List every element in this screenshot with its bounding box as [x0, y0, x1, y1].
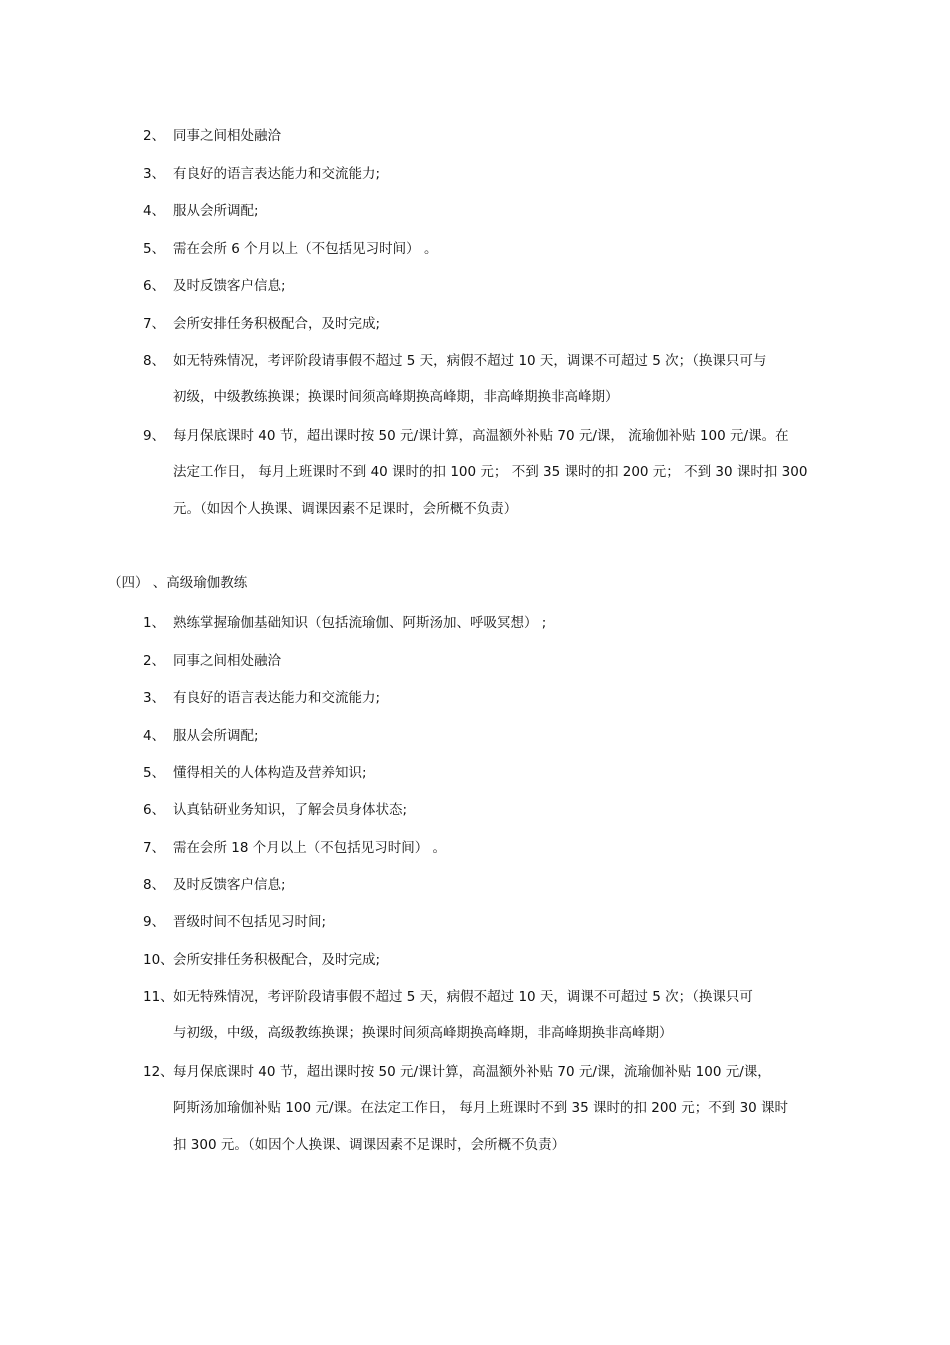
item-number: 12、	[143, 1064, 174, 1080]
section-heading: （四） 、高级瑜伽教练	[108, 575, 248, 591]
item-text: 会所安排任务积极配合，及时完成;	[173, 316, 381, 332]
item-number: 9、	[143, 428, 166, 444]
item-text: 阿斯汤加瑜伽补贴 100 元/课。在法定工作日， 每月上班课时不到 35 课时的扣 200 元；不到 30 课时	[173, 1100, 789, 1116]
item-text: 及时反馈客户信息;	[173, 278, 286, 294]
item-text: 认真钻研业务知识，了解会员身体状态;	[173, 802, 408, 818]
item-number: 11、	[143, 989, 174, 1005]
item-number: 1、	[143, 615, 166, 631]
item-text: 有良好的语言表达能力和交流能力;	[173, 166, 381, 182]
item-number: 9、	[143, 914, 166, 930]
item-text: 如无特殊情况，考评阶段请事假不超过 5 天，病假不超过 10 天，调课不可超过 5 次；（换课只可与	[173, 353, 767, 369]
item-number: 8、	[143, 877, 166, 893]
item-number: 5、	[143, 241, 166, 257]
item-text: 元。（如因个人换课、调课因素不足课时，会所概不负责）	[173, 501, 518, 517]
item-number: 3、	[143, 166, 166, 182]
item-text: 及时反馈客户信息;	[173, 877, 286, 893]
item-text: 有良好的语言表达能力和交流能力;	[173, 690, 381, 706]
item-number: 2、	[143, 653, 166, 669]
item-number: 3、	[143, 690, 166, 706]
item-text: 如无特殊情况，考评阶段请事假不超过 5 天，病假不超过 10 天，调课不可超过 5 次；（换课只可	[173, 989, 753, 1005]
item-text: 每月保底课时 40 节，超出课时按 50 元/课计算，高温额外补贴 70 元/课，流瑜伽补贴 100 元/课，	[173, 1064, 771, 1080]
item-text: 懂得相关的人体构造及营养知识;	[173, 765, 367, 781]
item-number: 10、	[143, 952, 174, 968]
item-number: 5、	[143, 765, 166, 781]
item-number: 2、	[143, 128, 166, 144]
item-number: 8、	[143, 353, 166, 369]
item-number: 6、	[143, 278, 166, 294]
item-text: 会所安排任务积极配合，及时完成;	[173, 952, 381, 968]
item-text: 需在会所 18 个月以上（不包括见习时间） 。	[173, 840, 447, 856]
item-text: 法定工作日， 每月上班课时不到 40 课时的扣 100 元； 不到 35 课时的扣 200 元； 不到 30 课时扣 300	[173, 464, 808, 480]
item-number: 4、	[143, 203, 166, 219]
item-number: 7、	[143, 840, 166, 856]
item-text: 与初级，中级，高级教练换课；换课时间须高峰期换高峰期，非高峰期换非高峰期）	[173, 1025, 673, 1041]
item-text: 初级，中级教练换课；换课时间须高峰期换高峰期，非高峰期换非高峰期）	[173, 389, 619, 405]
item-text: 服从会所调配;	[173, 728, 259, 744]
item-number: 4、	[143, 728, 166, 744]
item-text: 需在会所 6 个月以上（不包括见习时间） 。	[173, 241, 438, 257]
item-number: 7、	[143, 316, 166, 332]
item-text: 每月保底课时 40 节，超出课时按 50 元/课计算，高温额外补贴 70 元/课， 流瑜伽补贴 100 元/课。在	[173, 428, 789, 444]
item-number: 6、	[143, 802, 166, 818]
item-text: 服从会所调配;	[173, 203, 259, 219]
item-text: 扣 300 元。（如因个人换课、调课因素不足课时，会所概不负责）	[173, 1137, 566, 1153]
item-text: 同事之间相处融洽	[173, 128, 281, 144]
item-text: 同事之间相处融洽	[173, 653, 281, 669]
item-text: 熟练掌握瑜伽基础知识（包括流瑜伽、阿斯汤加、呼吸冥想） ;	[173, 615, 547, 631]
item-text: 晋级时间不包括见习时间;	[173, 914, 327, 930]
